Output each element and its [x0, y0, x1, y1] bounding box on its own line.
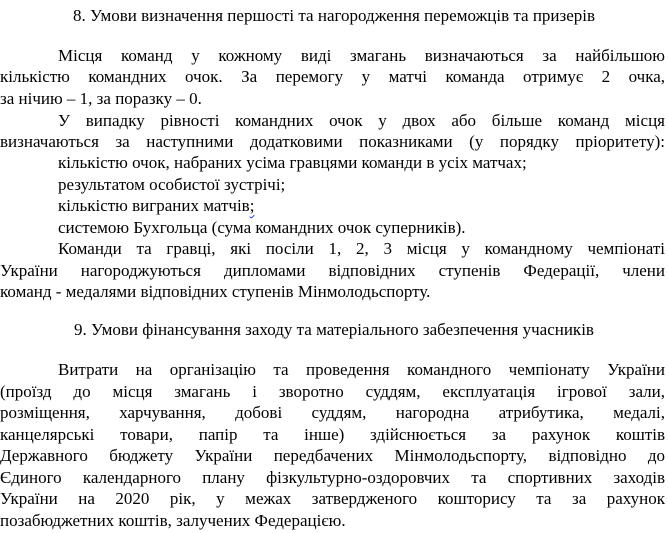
paragraph-line: розміщення, харчування, добові суддям, нагородна атрибутика, медалі,	[0, 403, 665, 422]
paragraph-line: Єдиного календарного плану фізкультурно-оздоровчих та спортивних заходів	[0, 468, 665, 487]
criteria-item: кількістю очок, набраних усіма гравцями команди в усіх матчах;	[58, 153, 527, 172]
section-9-heading: 9. Умови фінансування заходу та матеріального забезпечення учасників	[74, 320, 594, 339]
paragraph-line: (проїзд до місця змагань і зворотно суддям, експлуатація ігрової зали,	[0, 382, 665, 401]
section-8-heading: 8. Умови визначення першості та нагородження переможців та призерів	[72, 6, 596, 25]
paragraph-line: України на 2020 рік, у межах затвердженого кошторису та за рахунок	[0, 489, 665, 508]
criteria-item	[58, 196, 668, 216]
paragraph-line: канцелярські товари, папір та інше) здійснюється за рахунок коштів	[0, 425, 665, 444]
paragraph-line: Державного бюджету України передбачених Мінмолодьспорту, відповідно до	[0, 446, 665, 465]
paragraph-line: Команди та гравці, які посіли 1, 2, 3 місця у командному чемпіонаті	[58, 239, 665, 258]
paragraph-line: Витрати на організацію та проведення командного чемпіонату України	[58, 360, 665, 379]
criteria-item: системою Бухгольца (сума командних очок суперників).	[58, 218, 466, 237]
spellcheck-underline[interactable]: ;	[249, 196, 255, 215]
paragraph-line: України нагороджуються дипломами відповідних ступенів Федерації, члени	[0, 261, 665, 280]
paragraph-line: визначаються за наступними додатковими показниками (у порядку пріоритету):	[0, 132, 665, 151]
criteria-item: результатом особистої зустрічі;	[58, 175, 286, 194]
paragraph-line: команд - медалями відповідних ступенів Мінмолодьспорту.	[0, 282, 431, 301]
paragraph-line: кількістю командних очок. За перемогу у матчі команда отримує 2 очка,	[0, 67, 665, 86]
paragraph-line: У випадку рівності командних очок у двох або більше команд місця	[58, 111, 665, 130]
criteria-item-text: кількістю виграних матчів	[58, 196, 250, 215]
paragraph-line: за нічию – 1, за поразку – 0.	[0, 89, 202, 108]
paragraph-line: позабюджетних коштів, залучених Федерацією.	[0, 511, 346, 530]
paragraph-line: Місця команд у кожному виді змагань визначаються за найбільшою	[58, 46, 665, 65]
